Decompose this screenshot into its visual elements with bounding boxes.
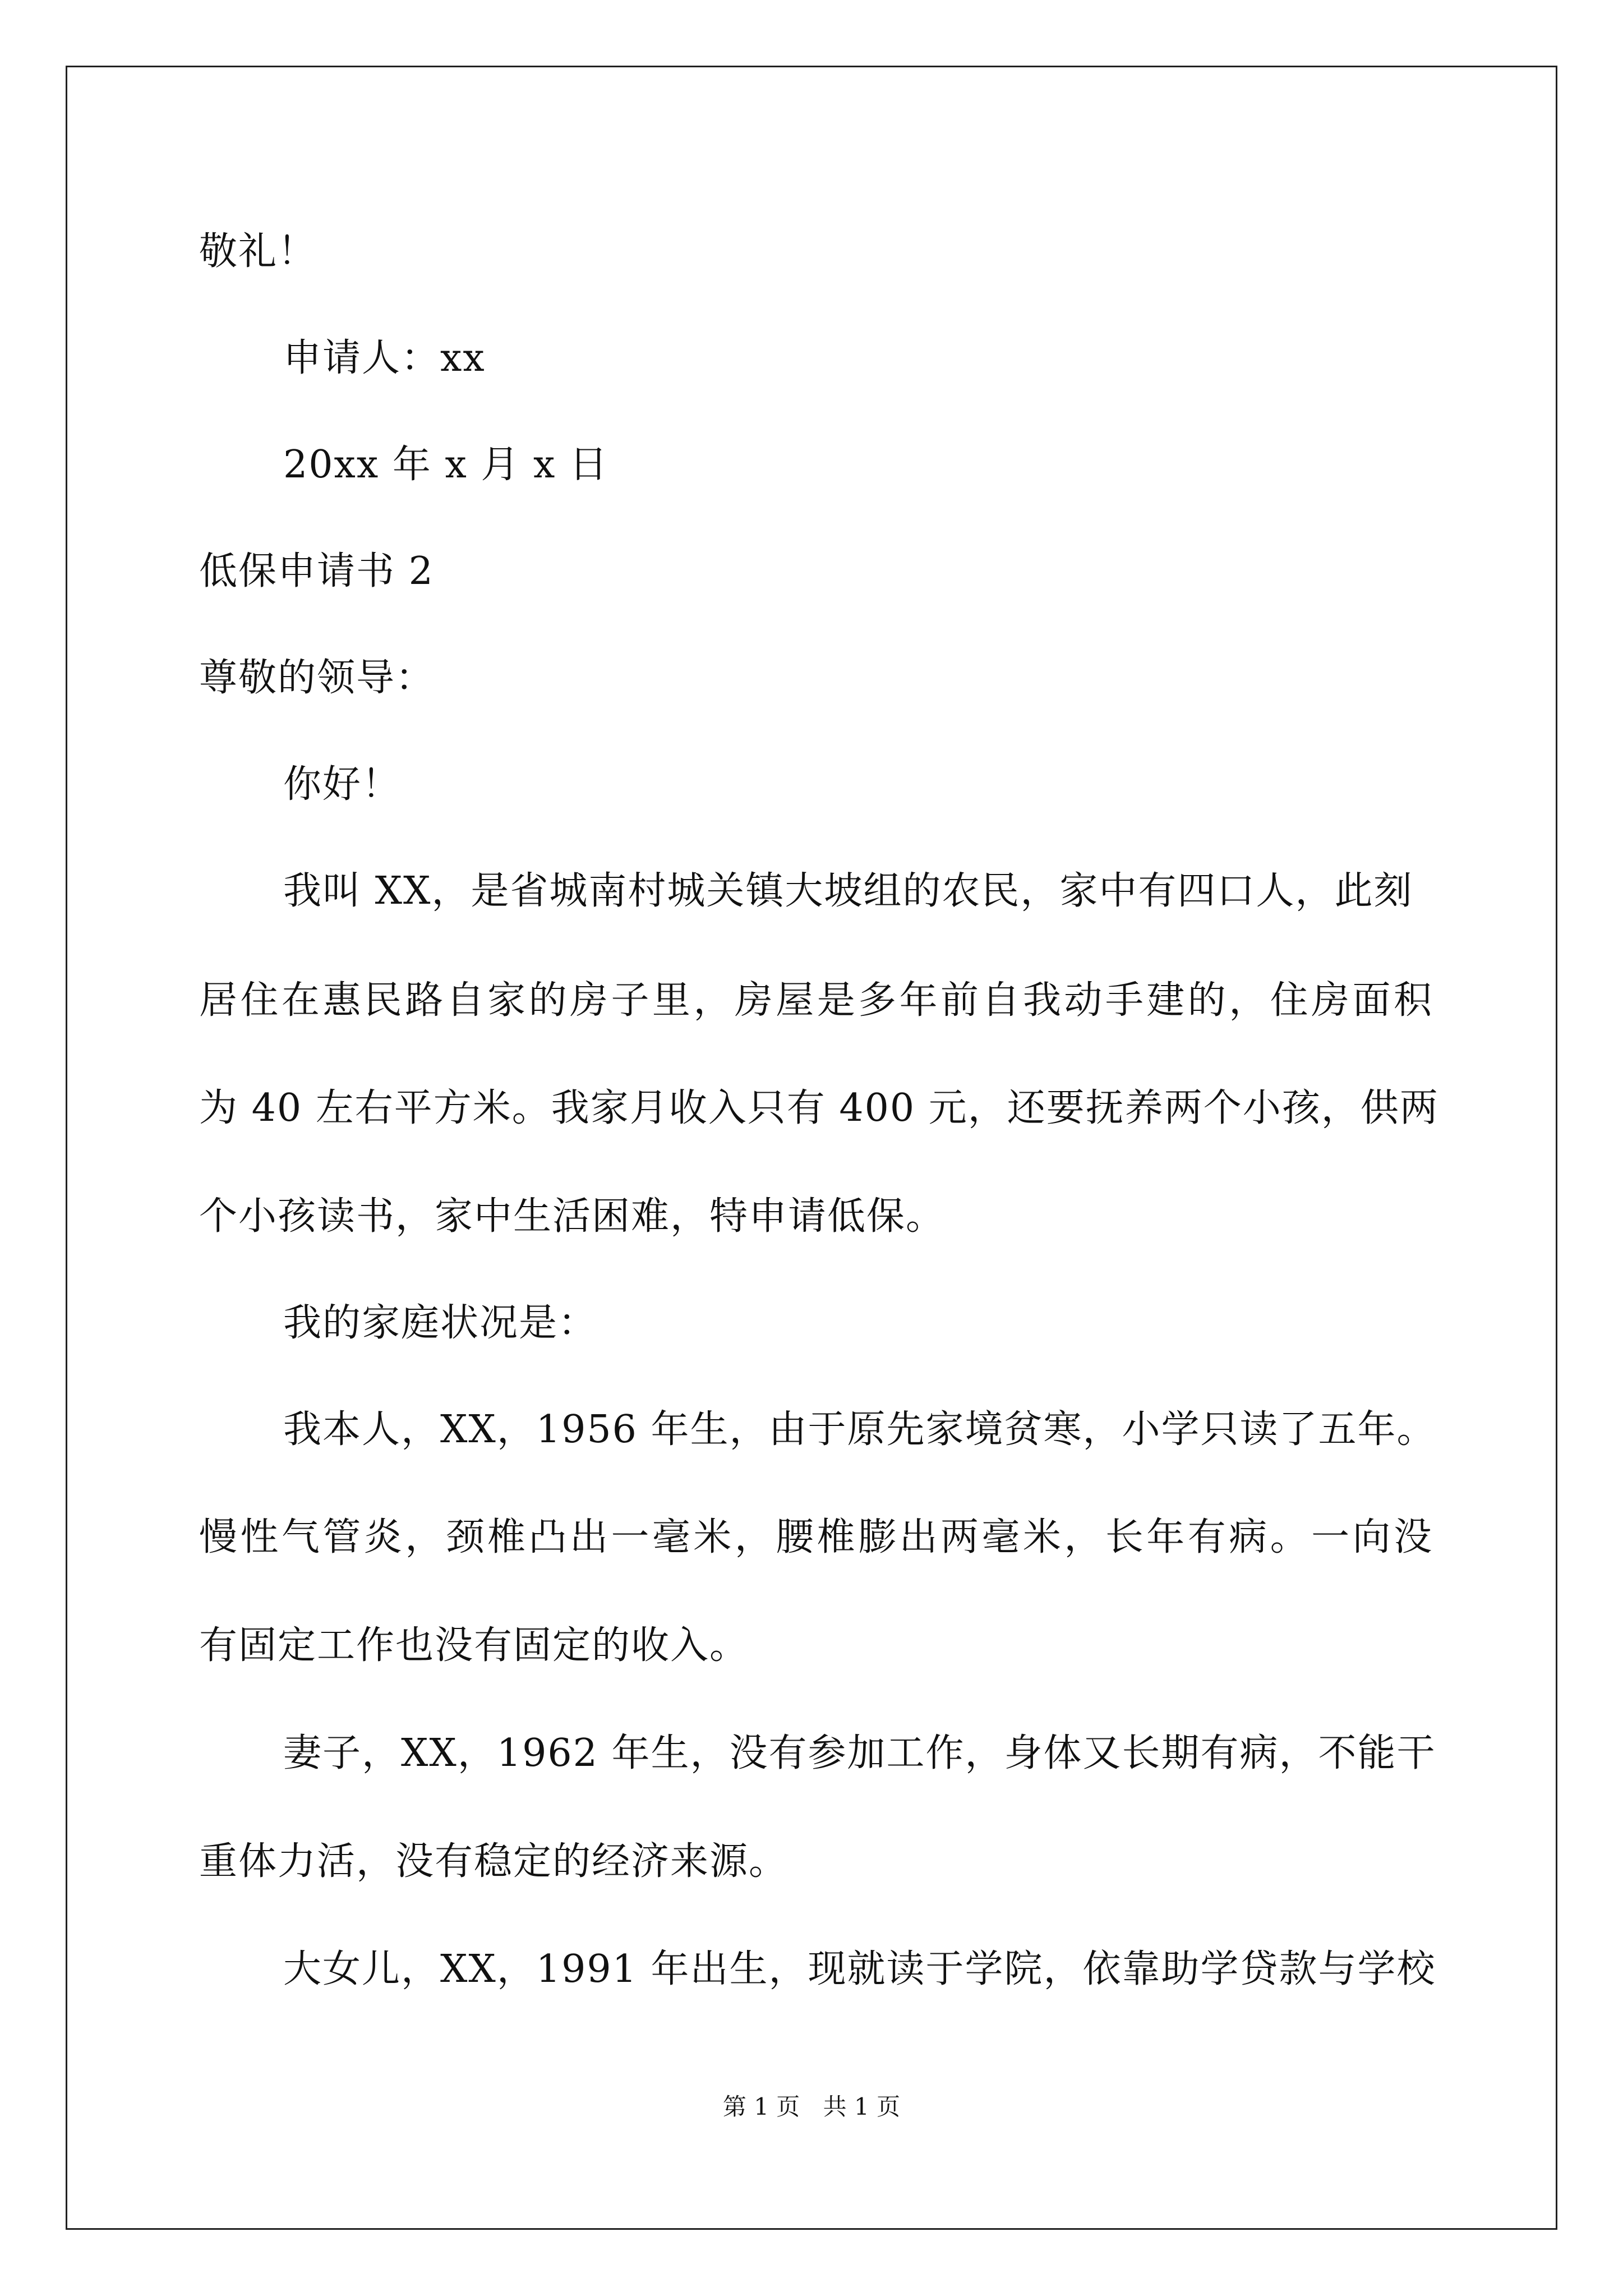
page-footer	[0, 2095, 1623, 2119]
paragraph-line: 重体力活，没有稳定的经济来源。	[199, 1839, 789, 1884]
closing-salutation: 敬礼！	[199, 229, 317, 274]
paragraph-line: 有固定工作也没有固定的收入。	[199, 1623, 749, 1668]
date-line: 20xx 年 x 月 x 日	[283, 443, 609, 487]
paragraph-line: 我叫 XX，是省城南村城关镇大坡组的农民，家中有四口人，此刻	[283, 869, 1413, 913]
paragraph-line: 慢性气管炎，颈椎凸出一毫米，腰椎膨出两毫米，长年有病。一向没	[199, 1515, 1433, 1559]
paragraph-line: 为 40 左右平方米。我家月收入只有 400 元，还要抚养两个小孩，供两	[199, 1086, 1439, 1130]
paragraph-line: 妻子，XX，1962 年生，没有参加工作，身体又长期有病，不能干	[283, 1731, 1436, 1775]
paragraph-line: 我的家庭状况是：	[283, 1301, 598, 1345]
paragraph-line: 我本人，XX，1956 年生，由于原先家境贫寒，小学只读了五年。	[283, 1407, 1436, 1452]
paragraph-line: 大女儿，XX，1991 年出生，现就读于学院，依靠助学贷款与学校	[283, 1947, 1436, 1991]
hello-line: 你好！	[283, 762, 402, 807]
page-border	[66, 66, 1557, 2230]
applicant-line: 申请人：xx	[283, 336, 486, 380]
page-number: 第 1 页	[722, 2093, 800, 2120]
section-title: 低保申请书 2	[199, 549, 434, 593]
paragraph-line: 居住在惠民路自家的房子里，房屋是多年前自我动手建的，住房面积	[199, 978, 1433, 1023]
page-total: 共 1 页	[823, 2093, 901, 2120]
paragraph-line: 个小孩读书，家中生活困难，特申请低保。	[199, 1194, 946, 1239]
greeting-line: 尊敬的领导：	[199, 656, 435, 700]
